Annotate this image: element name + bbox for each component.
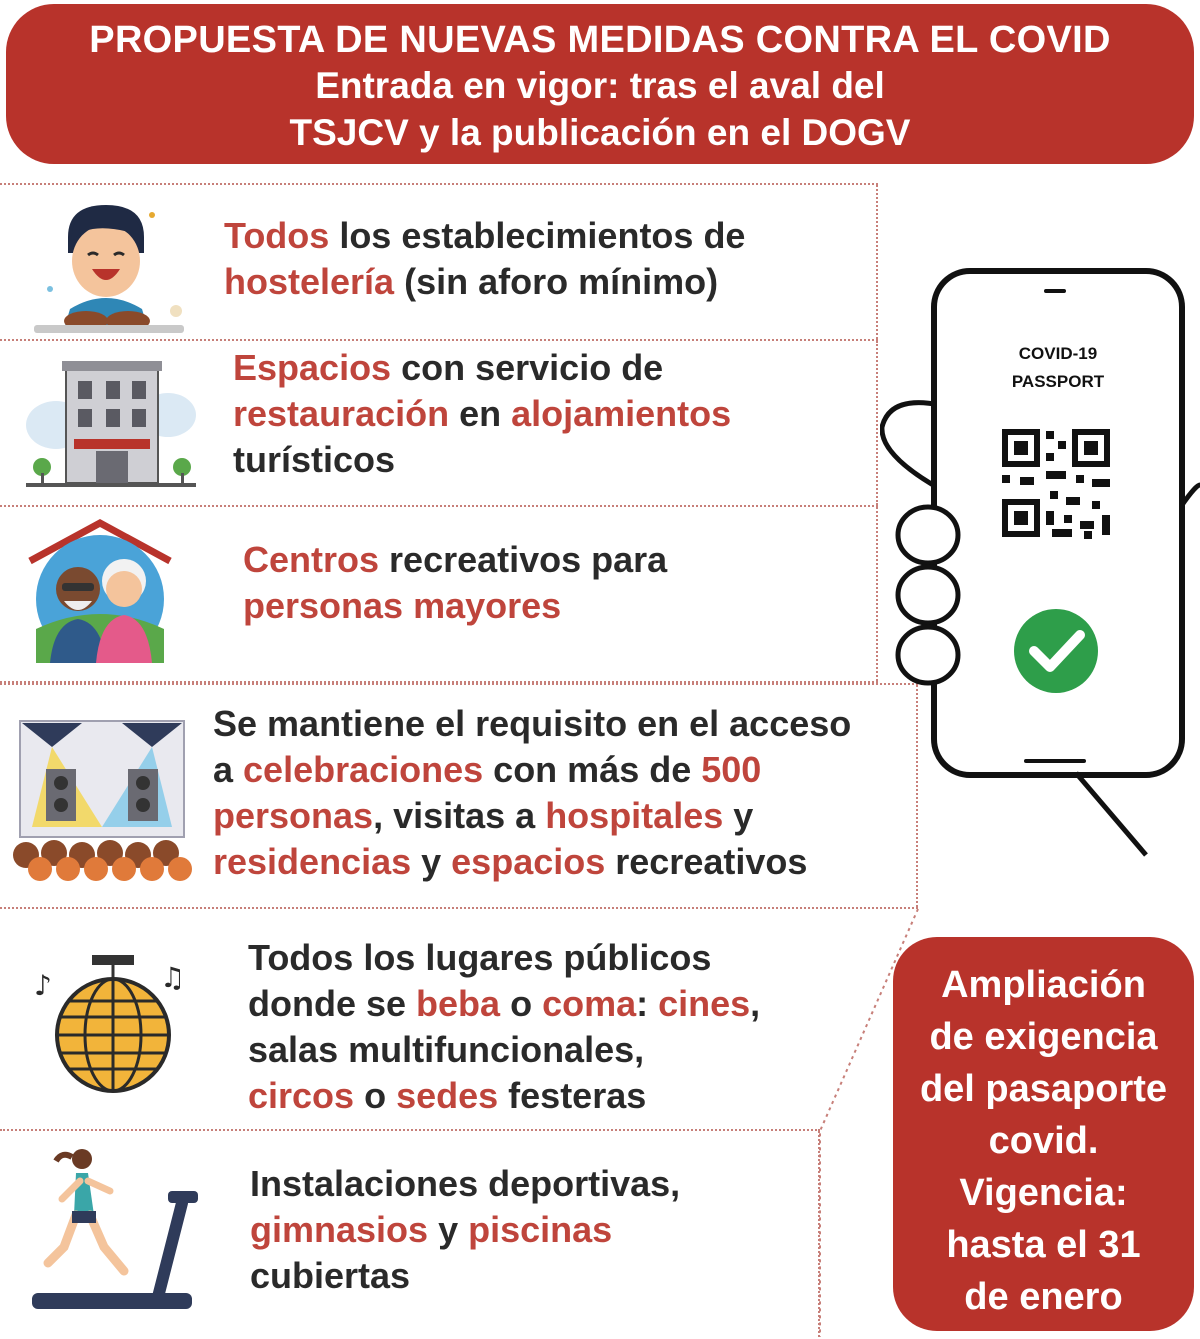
text-segment: salas multifuncionales,	[248, 1029, 645, 1070]
validity-line: Ampliación	[941, 964, 1146, 1006]
text-segment: o	[500, 983, 543, 1024]
text-segment: :	[636, 983, 659, 1024]
measure-line	[250, 1253, 680, 1299]
highlighted-term: personas	[213, 795, 374, 836]
measure-row-2	[0, 341, 878, 507]
measure-line	[233, 345, 731, 391]
measure-row-6	[0, 1131, 820, 1337]
passport-label-2: PASSPORT	[1011, 372, 1105, 391]
highlighted-term: residencias	[213, 841, 412, 882]
validity-line: hasta el 31	[946, 1224, 1141, 1266]
highlighted-term: gimnasios	[250, 1209, 429, 1250]
text-segment: con servicio de	[391, 347, 664, 388]
measure-row-4	[0, 683, 918, 909]
hotel-building-icon	[26, 355, 196, 491]
treadmill-runner-icon	[26, 1143, 206, 1319]
measure-text-3	[243, 537, 667, 629]
measure-line	[224, 259, 745, 305]
header-subtitle-1: Entrada en vigor: tras el aval del	[315, 65, 885, 106]
text-segment: y	[723, 795, 754, 836]
highlighted-term: circos	[248, 1075, 355, 1116]
text-segment: recreativos	[605, 841, 808, 882]
svg-text:♫: ♫	[160, 961, 186, 994]
measure-line	[250, 1207, 680, 1253]
highlighted-term: Todos	[224, 215, 330, 256]
text-segment: (sin aforo mínimo)	[394, 261, 719, 302]
text-segment: donde se	[248, 983, 417, 1024]
text-segment: y	[428, 1209, 469, 1250]
highlighted-term: Espacios	[233, 347, 392, 388]
highlighted-term: hostelería	[224, 261, 395, 302]
text-segment: ,	[750, 983, 761, 1024]
measure-line	[243, 537, 667, 583]
measure-line	[248, 1027, 760, 1073]
highlighted-term: hospitales	[545, 795, 724, 836]
text-segment: Instalaciones deportivas,	[250, 1163, 681, 1204]
text-segment: Todos los lugares públicos	[248, 937, 712, 978]
highlighted-term: piscinas	[468, 1209, 613, 1250]
measure-line	[233, 437, 731, 483]
header-banner	[6, 4, 1194, 164]
text-segment: recreativos para	[379, 539, 668, 580]
header-title: PROPUESTA DE NUEVAS MEDIDAS CONTRA EL COVID	[89, 19, 1111, 61]
highlighted-term: personas mayores	[243, 585, 562, 626]
measure-line	[224, 213, 745, 259]
measure-row-1	[0, 183, 878, 341]
measure-line	[248, 935, 760, 981]
measure-row-3	[0, 507, 878, 683]
text-segment: y	[411, 841, 452, 882]
measure-text-6	[250, 1161, 680, 1299]
highlighted-term: beba	[416, 983, 501, 1024]
text-segment: con más de	[483, 749, 702, 790]
highlighted-term: cines	[658, 983, 751, 1024]
highlighted-term: sedes	[396, 1075, 499, 1116]
highlighted-term: Centros	[243, 539, 380, 580]
measure-line	[213, 747, 851, 793]
phone-with-covid-passport-icon	[880, 265, 1200, 865]
text-segment: cubiertas	[250, 1255, 411, 1296]
disco-ball-icon	[30, 951, 196, 1101]
text-segment: los establecimientos de	[329, 215, 746, 256]
validity-line: del pasaporte	[919, 1068, 1168, 1110]
highlighted-term: alojamientos	[511, 393, 732, 434]
highlighted-term: restauración	[233, 393, 450, 434]
measure-text-4	[213, 701, 851, 885]
text-segment: , visitas a	[373, 795, 546, 836]
text-segment: o	[354, 1075, 397, 1116]
validity-line: de enero	[964, 1276, 1123, 1318]
measure-line	[233, 391, 731, 437]
concert-stage-icon	[12, 717, 192, 881]
measure-line	[213, 839, 851, 885]
smiling-person-eating-icon	[28, 197, 188, 335]
measure-text-1	[224, 213, 745, 305]
measure-line	[248, 981, 760, 1027]
row-divider	[876, 185, 878, 339]
measure-line	[243, 583, 667, 629]
measure-text-5	[248, 935, 760, 1119]
measure-line	[213, 793, 851, 839]
highlighted-term: espacios	[451, 841, 606, 882]
passport-label-1: COVID-19	[1018, 344, 1098, 363]
validity-line: Vigencia:	[959, 1172, 1128, 1214]
header-subtitle-2: TSJCV y la publicación en el DOGV	[289, 112, 911, 153]
validity-line: covid.	[988, 1120, 1099, 1162]
measure-text-2	[233, 345, 731, 483]
row-divider	[818, 1131, 820, 1337]
validity-line: de exigencia	[929, 1016, 1158, 1058]
text-segment: festeras	[498, 1075, 647, 1116]
text-segment: en	[449, 393, 512, 434]
highlighted-term: 500	[701, 749, 762, 790]
row-divider	[876, 341, 878, 505]
measure-row-5	[0, 909, 820, 1131]
measure-line	[213, 701, 851, 747]
measure-line	[250, 1161, 680, 1207]
text-segment: Se mantiene el requisito en el acceso	[213, 703, 852, 744]
text-segment: a	[213, 749, 244, 790]
highlighted-term: celebraciones	[243, 749, 484, 790]
validity-box	[893, 937, 1194, 1331]
measure-line	[248, 1073, 760, 1119]
elderly-couple-icon	[24, 519, 176, 667]
svg-text:♪: ♪	[34, 969, 52, 1002]
text-segment: turísticos	[233, 439, 396, 480]
row-divider	[876, 507, 878, 681]
green-check-icon	[1014, 609, 1098, 693]
highlighted-term: coma	[542, 983, 637, 1024]
